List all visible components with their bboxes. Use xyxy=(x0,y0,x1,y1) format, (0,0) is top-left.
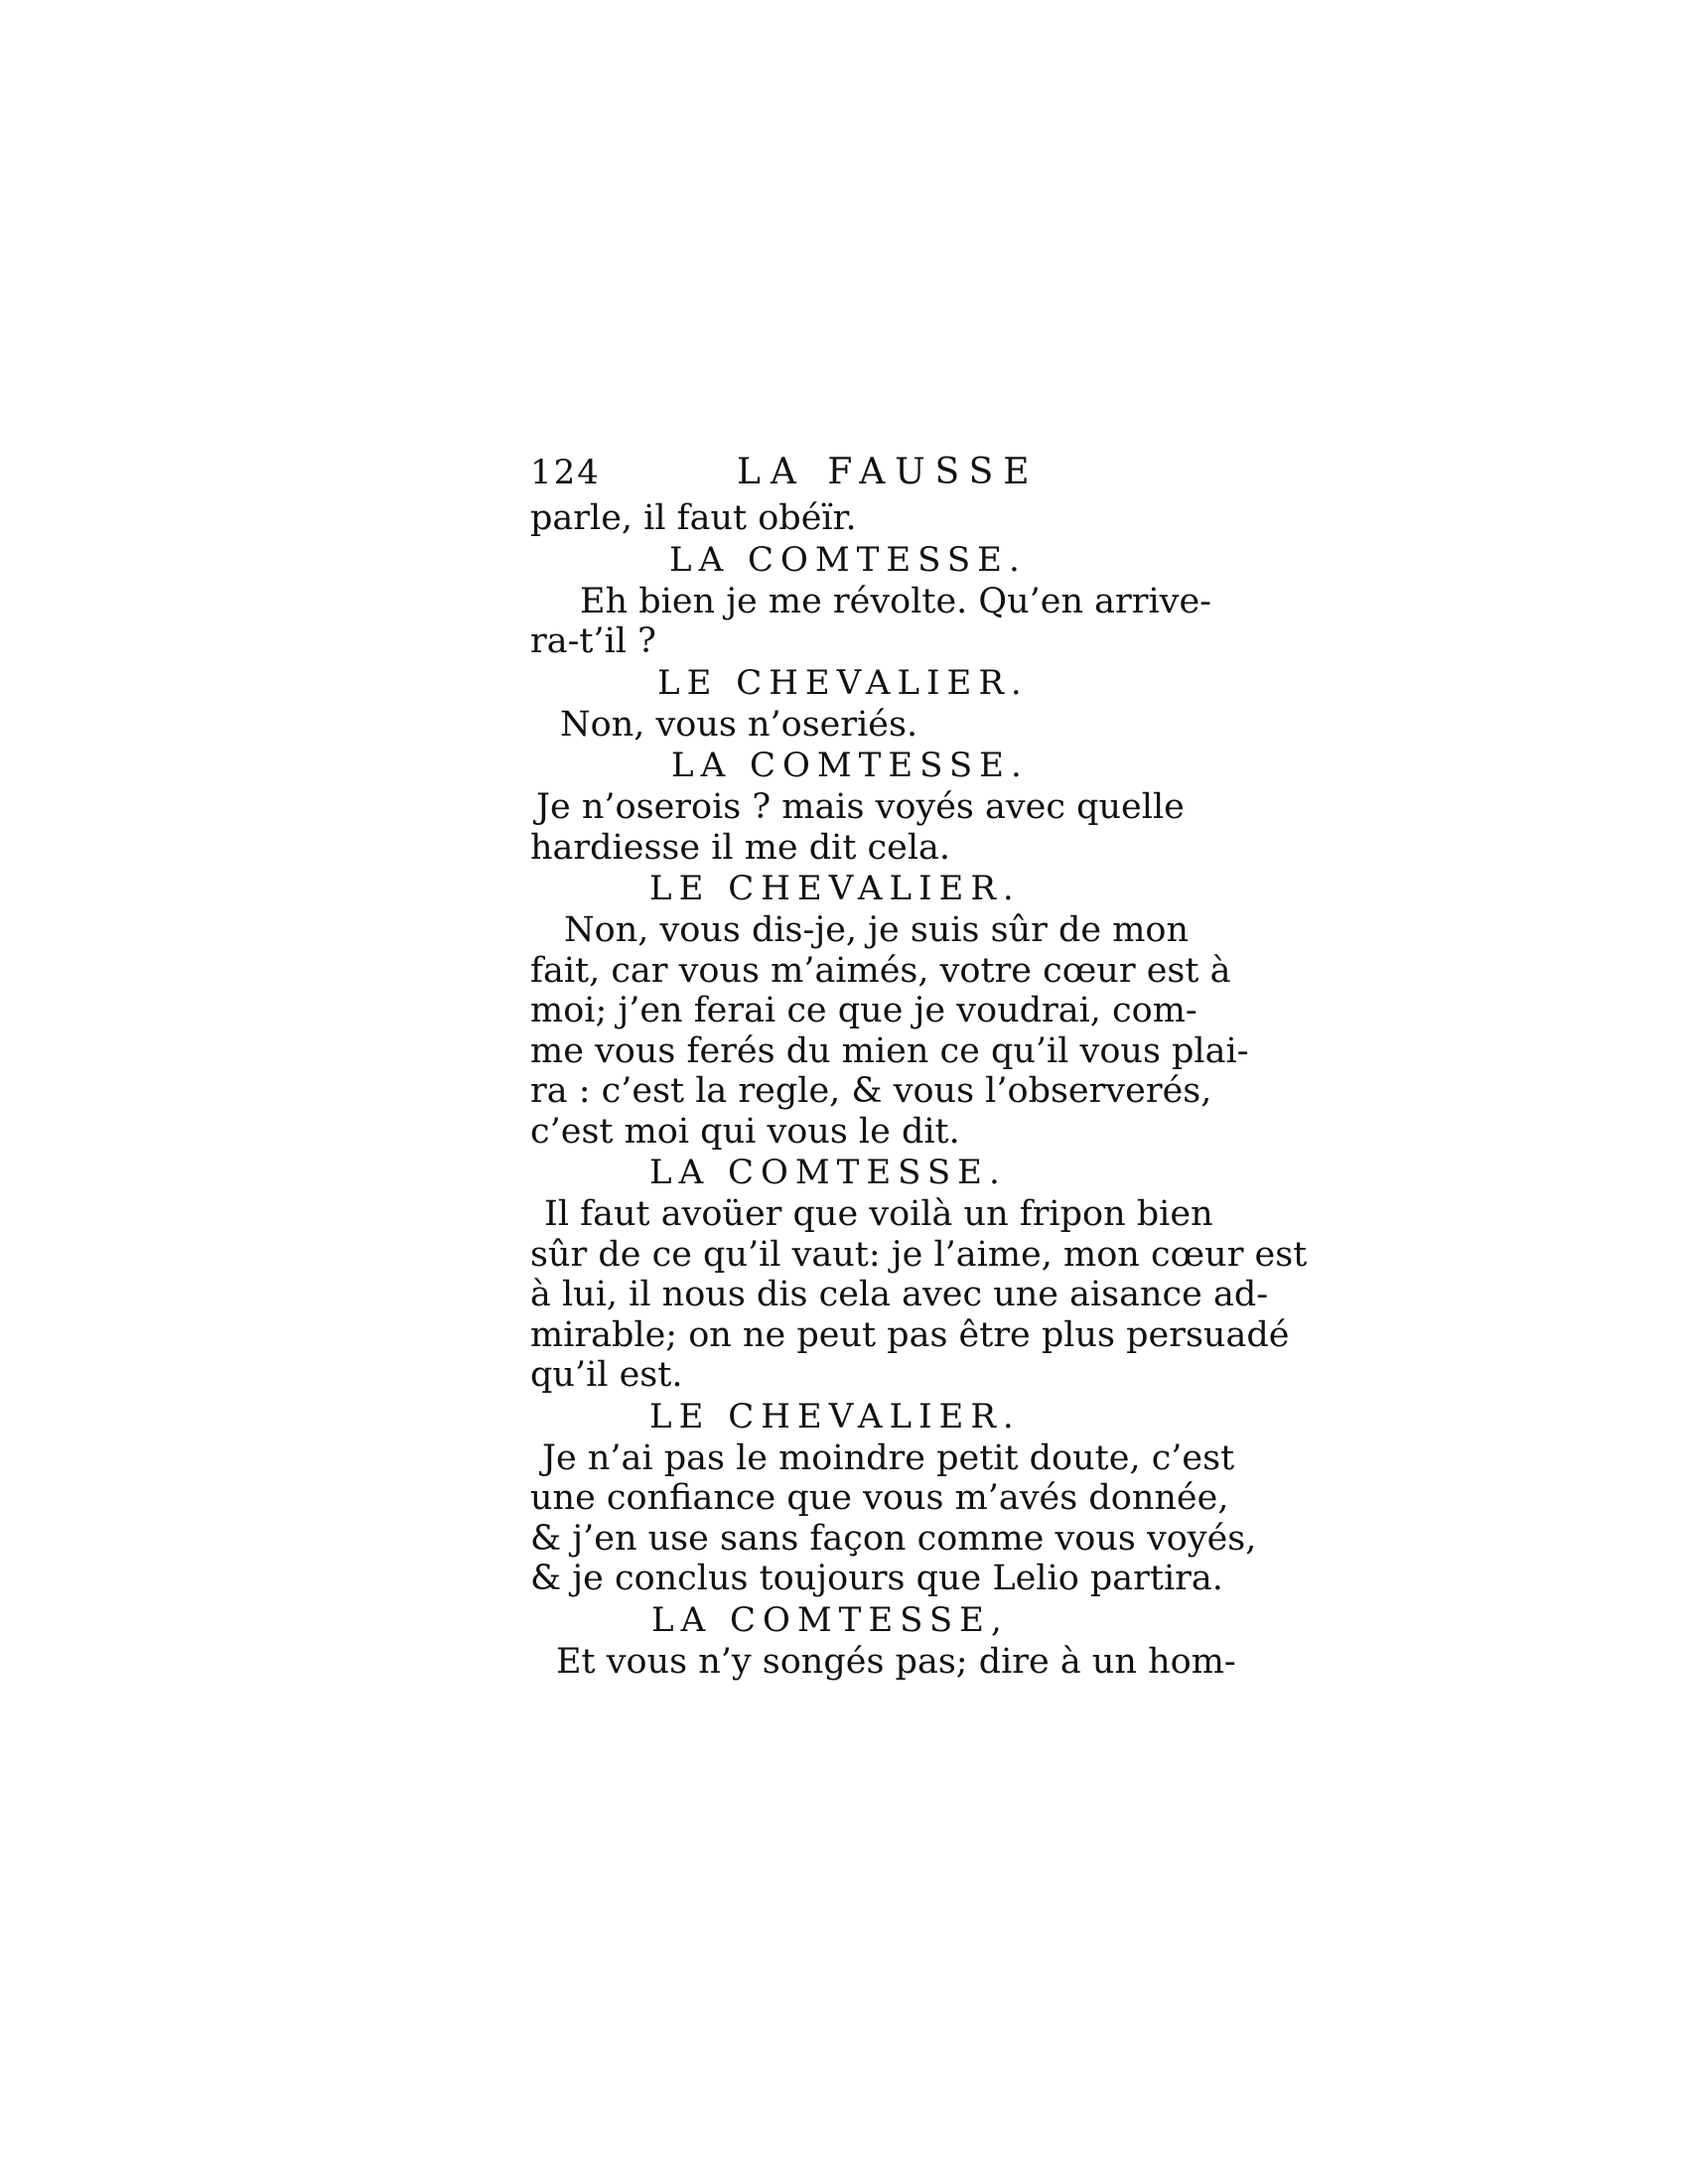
text-line: Il faut avoüer que voilà un fripon bien xyxy=(544,1194,1213,1234)
speaker-name: LA COMTESSE. xyxy=(671,746,1029,785)
speaker-name: LA COMTESSE. xyxy=(669,539,1027,580)
text-line: Eh bien je me révolte. Qu’en arrive- xyxy=(580,581,1211,621)
speech xyxy=(530,705,1186,746)
speech xyxy=(530,581,1211,662)
speaker-name: LA COMTESSE, xyxy=(651,1599,1009,1640)
continuation-text xyxy=(530,498,1186,539)
text-line: ra : c’est la regle, & vous l’observerés, xyxy=(530,1071,1212,1111)
running-title: LA FAUSSE xyxy=(737,452,1040,492)
play-text xyxy=(530,498,1308,1682)
text-line: Non, vous dis-je, je suis sûr de mon xyxy=(564,910,1190,950)
text-line: fait, car vous m’aimés, votre cœur est à xyxy=(530,950,1231,991)
speech xyxy=(530,1194,1308,1396)
page-header xyxy=(530,453,1047,502)
text-line: Et vous n’y songés pas; dire à un hom- xyxy=(556,1641,1236,1682)
text-line: & je conclus toujours que Lelio partira. xyxy=(530,1559,1223,1598)
speech xyxy=(530,787,1186,868)
text-line: Je n’ai pas le moindre petit doute, c’est xyxy=(542,1437,1235,1478)
text-line: une confiance que vous m’avés donnée, xyxy=(530,1478,1229,1518)
speech xyxy=(530,1641,1236,1683)
page-number: 124 xyxy=(530,453,601,492)
speaker-name: LE CHEVALIER. xyxy=(649,869,1021,908)
text-line: mirable; on ne peut pas être plus persuadé xyxy=(530,1314,1290,1355)
text-line: Non, vous n’oseriés. xyxy=(560,704,918,745)
text-line: sûr de ce qu’il vaut: je l’aime, mon cœur est xyxy=(530,1234,1308,1275)
text-line: c’est moi qui vous le dit. xyxy=(530,1111,960,1152)
text-line: ra-t’il ? xyxy=(530,621,656,661)
speech xyxy=(530,1437,1257,1599)
text-line: me vous ferés du mien ce qu’il vous plai- xyxy=(530,1030,1249,1071)
text-line: parle, il faut obéïr. xyxy=(530,498,857,538)
text-line: & j’en use sans façon comme vous voyés, xyxy=(530,1518,1257,1559)
text-line: moi; j’en ferai ce que je voudrai, com- xyxy=(530,991,1197,1030)
text-line: hardiesse il me dit cela. xyxy=(530,827,951,868)
speaker-name: LA COMTESSE. xyxy=(649,1153,1007,1192)
speech xyxy=(530,910,1249,1152)
text-line: à lui, il nous dis cela avec une aisance ad- xyxy=(530,1275,1269,1314)
text-line: Je n’oserois ? mais voyés avec quelle xyxy=(536,787,1185,827)
speaker-name: LE CHEVALIER. xyxy=(649,1396,1021,1436)
text-line: qu’il est. xyxy=(530,1355,683,1395)
speaker-name: LE CHEVALIER. xyxy=(657,662,1029,703)
